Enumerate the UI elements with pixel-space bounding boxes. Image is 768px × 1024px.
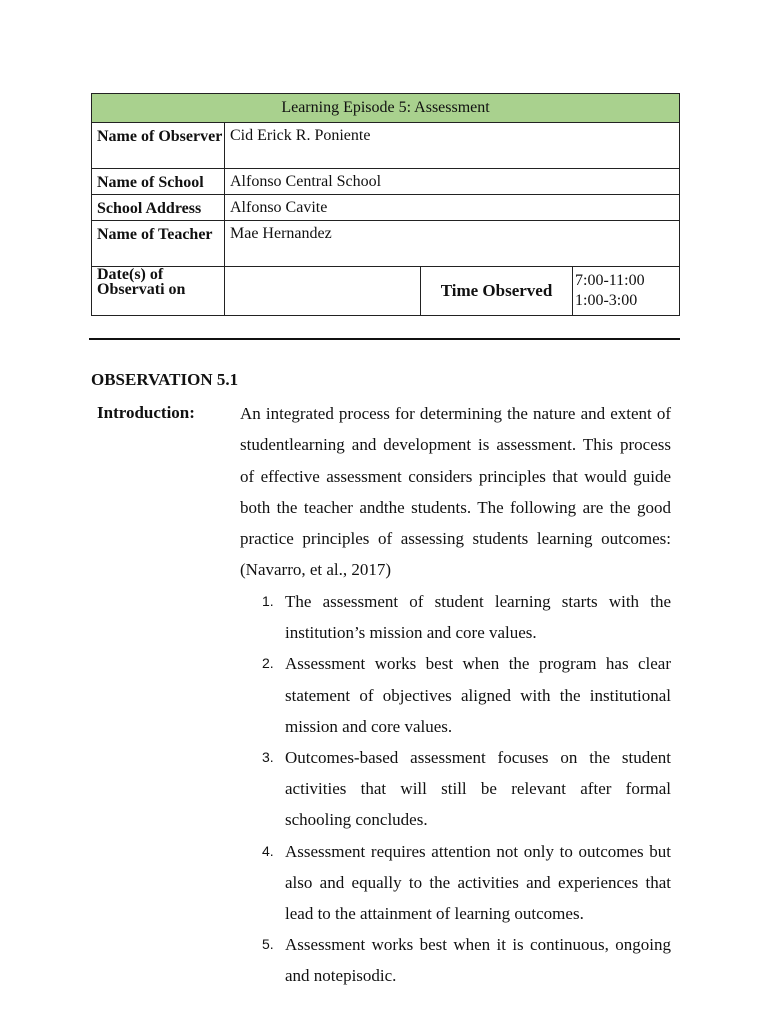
introduction-text: An integrated process for determining the nature and extent of studentlearning and development is assessment. This process of effective assessment considers principles that would guide both the teacher andthe students. The following are the good practice principles of assessing students learning outcomes: (Navarro, et al., 2017) [240, 404, 671, 580]
list-number: 3. [262, 749, 274, 766]
list-text: Assessment works best when the program has clear statement of objectives aligned with the institutional mission and core values. [285, 654, 671, 736]
time-value-2: 1:00-3:00 [575, 292, 638, 309]
teacher-label: Name of Teacher [92, 221, 225, 267]
time-value [573, 267, 680, 316]
table-title: Learning Episode 5: Assessment [92, 94, 680, 123]
address-value: Alfonso Cavite [225, 195, 680, 221]
observer-label: Name of Observer [92, 123, 225, 169]
list-text: The assessment of student learning starts with the institution’s mission and core values. [285, 592, 671, 643]
observer-value: Cid Erick R. Poniente [225, 123, 680, 169]
time-value-1: 7:00-11:00 [575, 272, 645, 289]
list-number: 1. [262, 593, 274, 609]
list-number: 4. [262, 842, 274, 859]
time-label: Time Observed [421, 267, 573, 316]
list-item [256, 586, 671, 648]
date-value [225, 267, 421, 316]
observation-info-table [91, 93, 680, 316]
address-label: School Address [92, 195, 225, 221]
date-label: Date(s) of Observati on [92, 267, 225, 316]
school-label: Name of School [92, 169, 225, 195]
list-text: Assessment requires attention not only to outcomes but also and equally to the activities and experiences that lead to the attainment of learning outcomes. [285, 841, 671, 924]
list-item [256, 648, 671, 742]
school-value: Alfonso Central School [225, 169, 680, 195]
list-number: 5. [262, 936, 274, 953]
principles-list [256, 586, 671, 992]
list-item [256, 929, 671, 991]
list-item [256, 836, 671, 930]
observation-heading: OBSERVATION 5.1 [91, 370, 239, 389]
teacher-value: Mae Hernandez [225, 221, 680, 267]
list-text: Assessment works best when it is continuous, ongoing and notepisodic. [285, 935, 671, 986]
section-divider [89, 338, 680, 340]
list-number: 2. [262, 655, 274, 672]
list-item [256, 742, 671, 836]
introduction-label: Introduction: [97, 403, 195, 422]
list-text: Outcomes-based assessment focuses on the student activities that will still be relevant after formal schooling concludes. [285, 748, 671, 830]
